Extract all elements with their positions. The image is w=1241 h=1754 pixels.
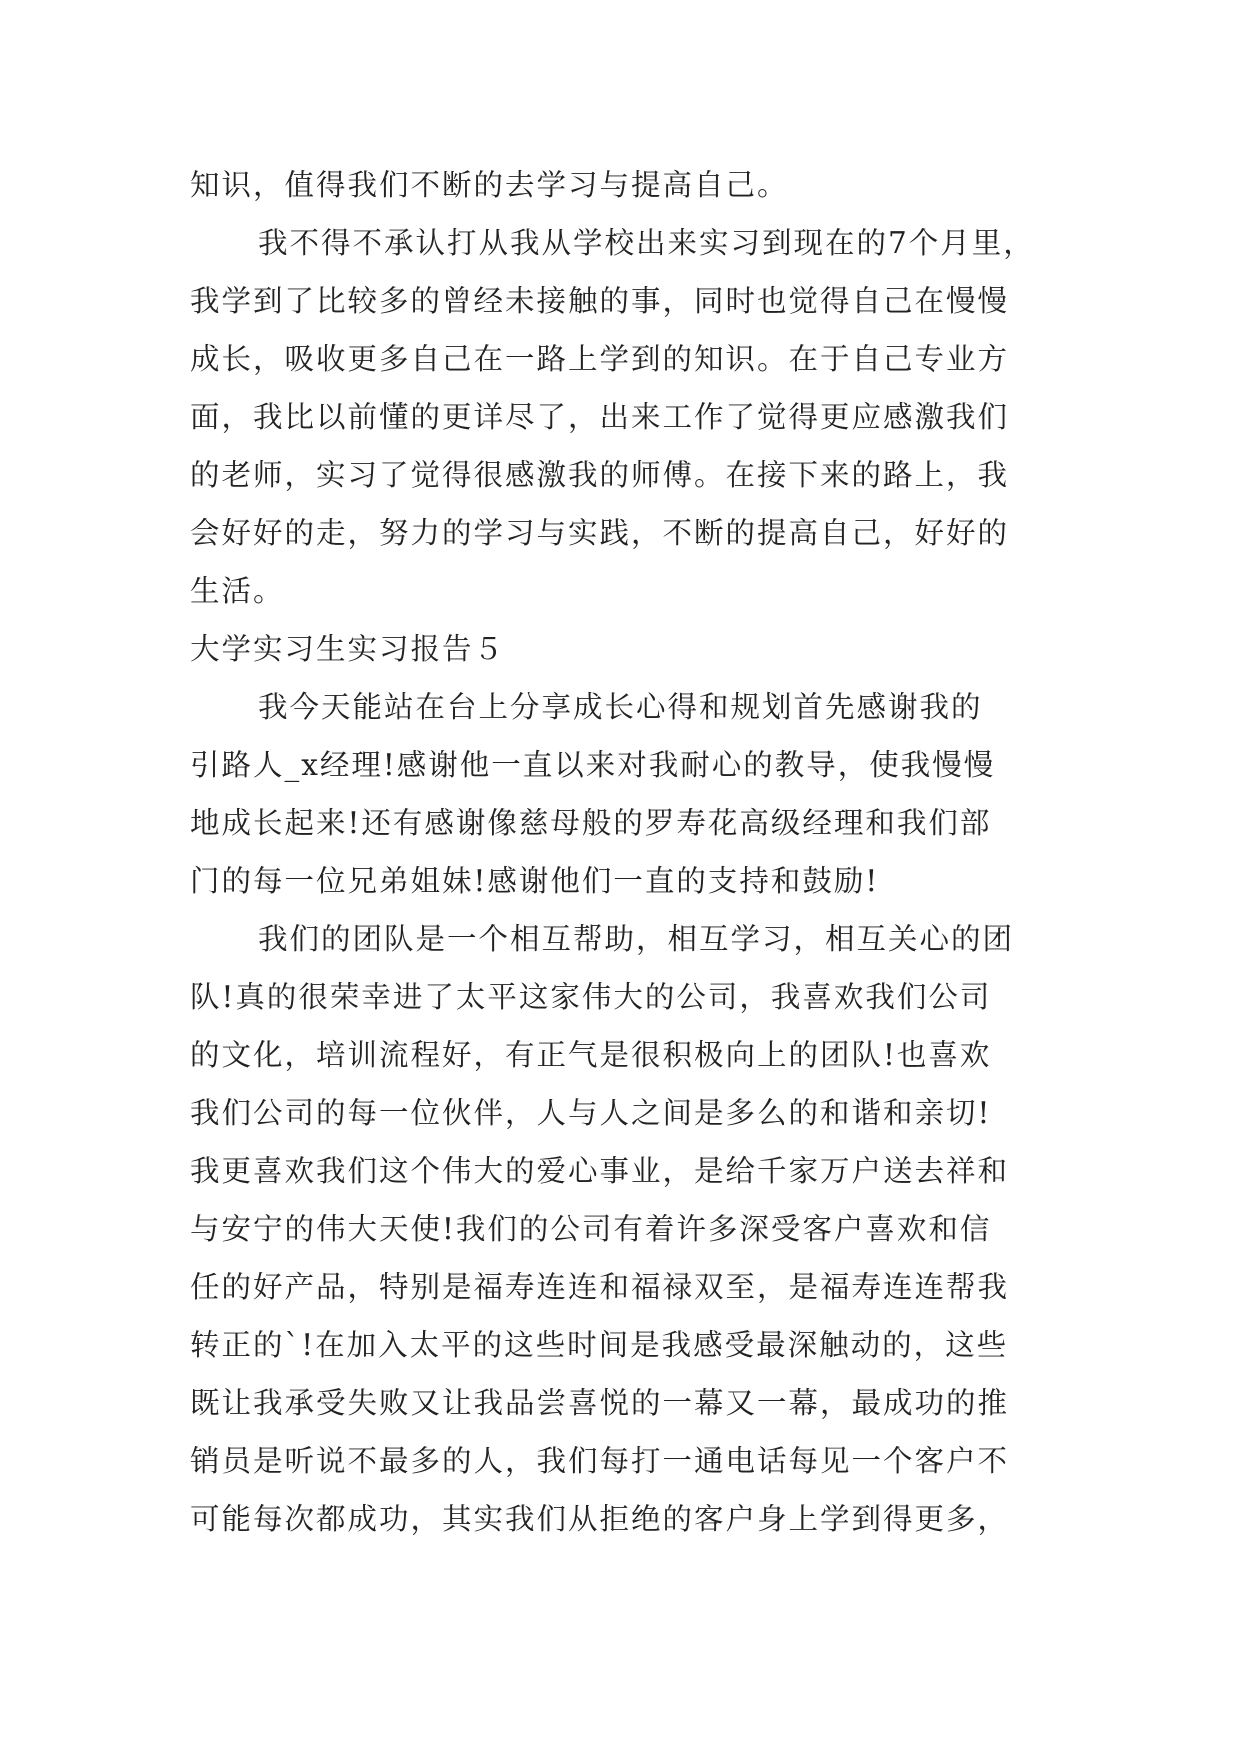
text-line: 引路人_x经理!感谢他一直以来对我耐心的教导，使我慢慢 — [190, 748, 996, 782]
text-line: 门的每一位兄弟姐妹!感谢他们一直的支持和鼓励! — [190, 864, 880, 898]
text-line: 任的好产品，特别是福寿连连和福禄双至，是福寿连连帮我 — [190, 1270, 1010, 1304]
text-line: 我们公司的每一位伙伴，人与人之间是多么的和谐和亲切! — [190, 1096, 992, 1130]
text-line: 既让我承受失败又让我品尝喜悦的一幕又一幕，最成功的推 — [190, 1386, 1010, 1420]
text-line: 生活。 — [190, 574, 285, 608]
text-line: 地成长起来!还有感谢像慈母般的罗寿花高级经理和我们部 — [190, 806, 992, 840]
text-line: 与安宁的伟大天使!我们的公司有着许多深受客户喜欢和信 — [190, 1212, 992, 1246]
text-line: 知识，值得我们不断的去学习与提高自己。 — [190, 168, 789, 202]
text-line: 我更喜欢我们这个伟大的爱心事业，是给千家万户送去祥和 — [190, 1154, 1010, 1188]
text-line: 我学到了比较多的曾经未接触的事，同时也觉得自己在慢慢 — [190, 284, 1010, 318]
document-body — [190, 156, 1090, 1548]
section-heading: 大学实习生实习报告５ — [190, 632, 506, 666]
text-line: 转正的`!在加入太平的这些时间是我感受最深触动的，这些 — [190, 1328, 1009, 1362]
paragraph-start-line: 我不得不承认打从我从学校出来实习到现在的7个月里， — [258, 226, 1035, 260]
text-line: 面，我比以前懂的更详尽了，出来工作了觉得更应感激我们 — [190, 400, 1010, 434]
text-line: 的老师，实习了觉得很感激我的师傅。在接下来的路上，我 — [190, 458, 1010, 492]
paragraph-start-line: 我今天能站在台上分享成长心得和规划首先感谢我的 — [258, 690, 983, 724]
text-line: 队!真的很荣幸进了太平这家伟大的公司，我喜欢我们公司 — [190, 980, 992, 1014]
text-line: 成长，吸收更多自己在一路上学到的知识。在于自己专业方 — [190, 342, 1010, 376]
paragraph-start-line: 我们的团队是一个相互帮助，相互学习，相互关心的团 — [258, 922, 1015, 956]
text-line: 可能每次都成功，其实我们从拒绝的客户身上学到得更多， — [190, 1502, 1010, 1536]
text-line: 销员是听说不最多的人，我们每打一通电话每见一个客户不 — [190, 1444, 1010, 1478]
text-line: 的文化，培训流程好，有正气是很积极向上的团队!也喜欢 — [190, 1038, 992, 1072]
text-line: 会好好的走，努力的学习与实践，不断的提高自己，好好的 — [190, 516, 1010, 550]
